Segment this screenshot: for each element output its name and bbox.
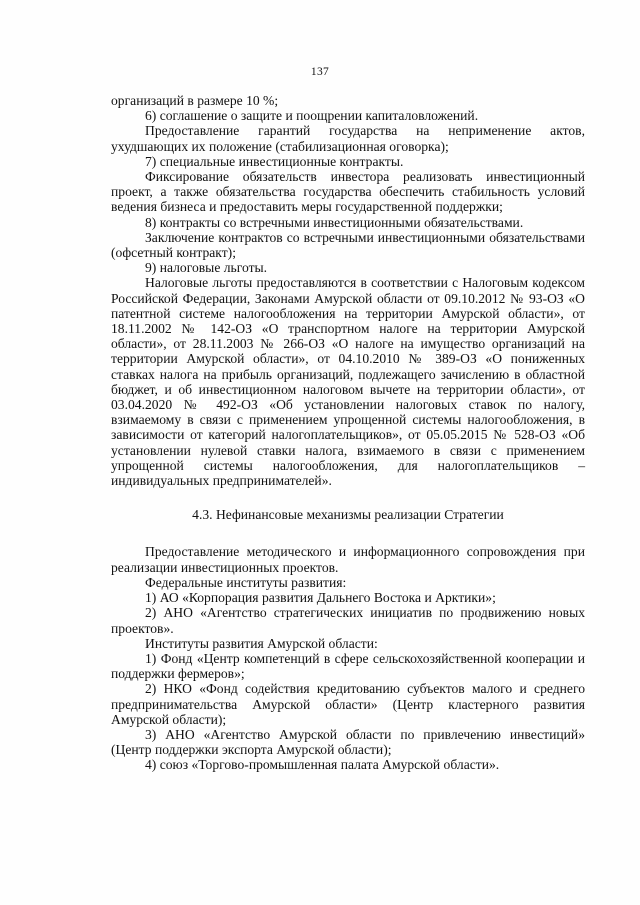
document-body	[111, 93, 585, 773]
regional-institute-4: 4) союз «Торгово-промышленная палата Амурской области».	[145, 757, 500, 773]
section-title: 4.3. Нефинансовые механизмы реализации Стратегии	[192, 507, 504, 523]
page-number: 137	[310, 66, 330, 78]
paragraph-continuation: организаций в размере 10 %;	[111, 93, 279, 108]
paragraph-obligations: Фиксирование обязательств инвестора реализовать инвестиционный проект, а также обязательства государства обеспечить стабильность условий ведения бизнеса и предоставить меры государственной поддержки;	[111, 169, 585, 215]
regional-institute-3: 3) АНО «Агентство Амурской области по привлечению инвестиций» (Центр поддержки экспорта Амурской области);	[111, 726, 585, 758]
heading-federal-institutes: Федеральные институты развития:	[145, 574, 347, 590]
federal-institute-1: 1) АО «Корпорация развития Дальнего Востока и Арктики»;	[145, 590, 496, 606]
federal-institute-2: 2) АНО «Агентство стратегических инициатив по продвижению новых проектов».	[111, 605, 585, 636]
paragraph-tax-benefits: Налоговые льготы предоставляются в соответствии с Налоговым кодексом Российской Федерации, Законами Амурской области от 09.10.2012 № 93-ОЗ «О патентной системе налогообложения на территории Амурской области», от 18.11.2002 № 142-ОЗ «О транспортном налоге на территории Амурской области», от 28.11.2003 № 266-ОЗ «О налоге на имущество организаций на территории Амурской области», от 04.10.2010 № 389-ОЗ «О пониженных ставках налога на прибыль организаций, подлежащего зачислению в областной бюджет, и об инвестиционном налоговом вычете на территории области», от 03.04.2020 № 492-ОЗ «Об установлении налоговых ставок по налогу, взимаемому в связи с применением упрощенной системы налогообложения, в зависимости от категорий налогоплательщиков», от 05.05.2015 № 528-ОЗ «Об установлении нулевой ставки налога, взимаемого в связи с применением упрощенной системы налогообложения, для налогоплательщиков – индивидуальных предпринимателей».	[111, 275, 585, 489]
regional-institute-1: 1) Фонд «Центр компетенций в сфере сельскохозяйственной кооперации и поддержки фермеров»;	[111, 650, 585, 682]
paragraph-methodical-support: Предоставление методического и информационного сопровождения при реализации инвестиционных проектов.	[111, 544, 585, 575]
paragraph-offset-contract: Заключение контрактов со встречными инвестиционными обязательствами (офсетный контракт);	[111, 229, 585, 261]
list-item-6: 6) соглашение о защите и поощрении капиталовложений.	[145, 108, 479, 124]
paragraph-guarantees: Предоставление гарантий государства на неприменение актов, ухудшающих их положение (стабилизационная оговорка);	[111, 123, 585, 154]
list-item-7: 7) специальные инвестиционные контракты.	[145, 153, 404, 169]
heading-regional-institutes: Институты развития Амурской области:	[145, 635, 378, 651]
list-item-8: 8) контракты со встречными инвестиционными обязательствами.	[145, 214, 524, 230]
list-item-9: 9) налоговые льготы.	[145, 260, 268, 276]
regional-institute-2: 2) НКО «Фонд содействия кредитованию субъектов малого и среднего предпринимательства Амурской области» (Центр кластерного развития Амурской области);	[111, 681, 585, 727]
